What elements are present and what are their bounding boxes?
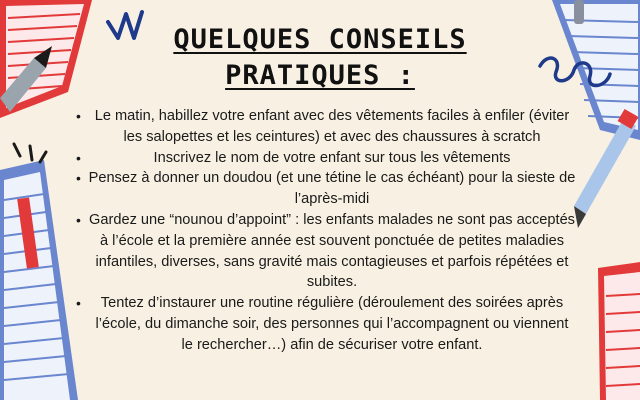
tip-text: Inscrivez le nom de votre enfant sur tous les vêtements xyxy=(153,149,511,166)
title-line-1: QUELQUES CONSEILS xyxy=(173,24,467,55)
spark-lines-left xyxy=(14,144,46,162)
bullet-icon: • xyxy=(76,211,81,228)
tip-text: Tentez d’instaurer une routine régulière (déroulement des soirées après l’école, du dimanche soir, des personnes qui l’accompagnent ou viennent le rechercher…) afin de sécuriser votre enfant. xyxy=(95,295,569,353)
bullet-icon: • xyxy=(76,295,81,312)
title-line-2: PRATIQUES : xyxy=(225,60,415,91)
tip-item xyxy=(76,293,576,355)
bullet-icon: • xyxy=(76,149,81,166)
tips-list xyxy=(76,106,576,356)
tip-item xyxy=(76,168,576,210)
bullet-icon: • xyxy=(76,108,81,124)
blue-notebook-left xyxy=(0,160,78,400)
tip-item xyxy=(76,106,576,148)
tip-text: Le matin, habillez votre enfant avec des vêtements faciles à enfiler (éviter les salopettes et les ceintures) et avec des chaussures à scratch xyxy=(94,108,570,145)
tip-text: Gardez une “nounou d’appoint” : les enfants malades ne sont pas acceptés à l’école et la première année est souvent ponctuée de petites maladies infantiles, diverses, sans gravité mais contagieuses et parfois répétées et subites. xyxy=(89,211,575,291)
tip-item xyxy=(76,148,576,169)
tip-text: Pensez à donner un doudou (et une tétine le cas échéant) pour la sieste de l’après-midi xyxy=(88,170,576,208)
tip-item xyxy=(76,210,576,293)
bullet-icon: • xyxy=(76,170,81,187)
red-notebook-bottom-right xyxy=(598,262,640,400)
